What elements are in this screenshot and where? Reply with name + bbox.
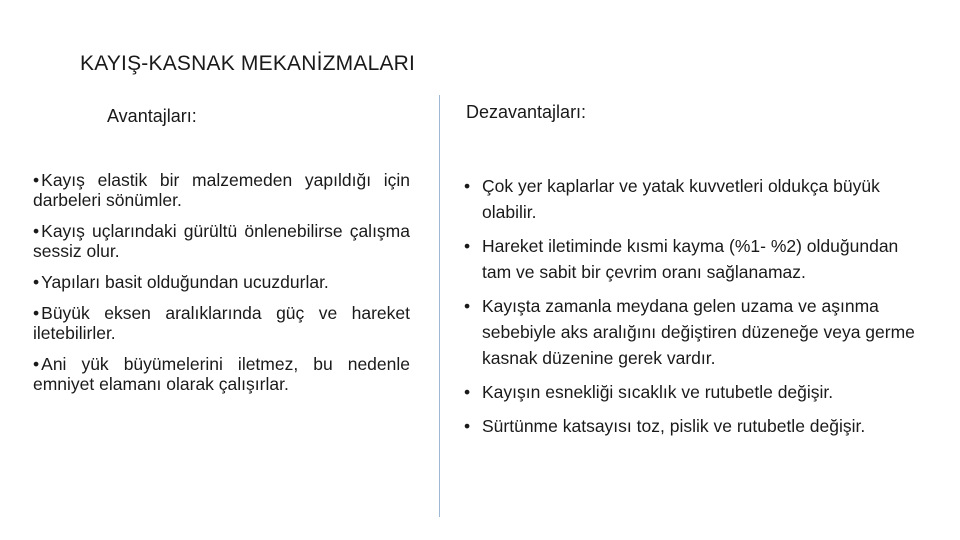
bullet-icon: • [464,296,471,316]
list-item [464,293,929,371]
list-item-text: Yapıları basit olduğundan ucuzdurlar. [41,272,329,292]
bullet-icon: • [33,272,40,292]
list-item-text: Çok yer kaplarlar ve yatak kuvvetleri oldukça büyük olabilir. [482,176,880,222]
list-item [464,233,929,285]
disadvantages-heading: Dezavantajları: [466,102,587,122]
list-item-text: Büyük eksen aralıklarında güç ve hareket iletebilirler. [33,303,410,343]
advantages-heading: Avantajları: [107,106,197,126]
bullet-icon: • [33,354,40,374]
list-item [464,379,929,405]
list-item-text: Hareket iletiminde kısmi kayma (%1- %2) olduğundan tam ve sabit bir çevrim oranı sağlanamaz. [482,236,899,282]
list-item-text: Kayışta zamanla meydana gelen uzama ve aşınma sebebiyle aks aralığını değiştiren düzeneğe veya germe kasnak düzenine gerek vardır. [482,296,915,368]
bullet-icon: • [464,416,471,436]
bullet-icon: • [33,221,40,241]
advantages-list [33,170,410,405]
bullet-icon: • [464,382,471,402]
bullet-icon: • [464,176,471,196]
disadvantages-list [464,173,929,447]
list-item [33,354,410,394]
bullet-icon: • [33,303,40,323]
list-item [33,303,410,343]
list-item-text: Sürtünme katsayısı toz, pislik ve rutubetle değişir. [482,416,866,436]
column-divider [439,95,440,517]
list-item [464,173,929,225]
list-item [33,272,410,292]
page-title: KAYIŞ-KASNAK MEKANİZMALARI [80,52,416,75]
list-item-text: Kayışın esnekliği sıcaklık ve rutubetle değişir. [482,382,834,402]
list-item-text: Kayış elastik bir malzemeden yapıldığı için darbeleri sönümler. [33,170,410,210]
list-item-text: Ani yük büyümelerini iletmez, bu nedenle emniyet elamanı olarak çalışırlar. [33,354,410,394]
list-item [464,413,929,439]
bullet-icon: • [464,236,471,256]
list-item [33,170,410,210]
bullet-icon: • [33,170,40,190]
list-item-text: Kayış uçlarındaki gürültü önlenebilirse çalışma sessiz olur. [33,221,410,261]
list-item [33,221,410,261]
